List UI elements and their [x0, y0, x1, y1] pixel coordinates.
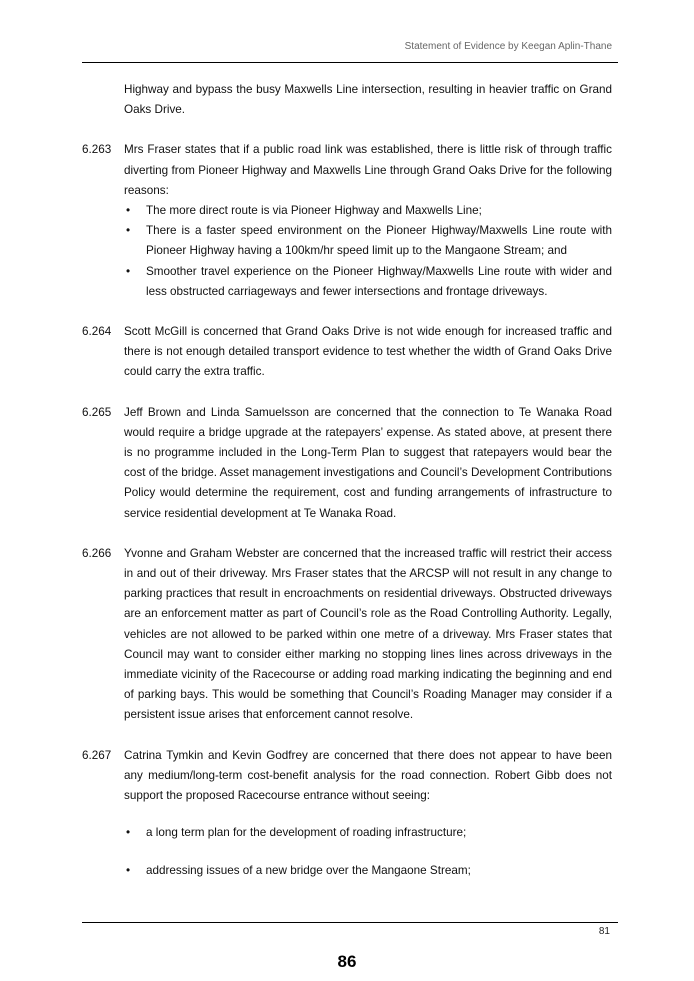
paragraph-6-267	[82, 746, 612, 881]
header-rule	[82, 62, 618, 63]
paragraph-6-264	[82, 322, 612, 383]
paragraph-6-263	[82, 140, 612, 302]
sheet-number: 86	[337, 952, 357, 971]
paragraph-6-266	[82, 544, 612, 726]
paragraph-number: 6.265	[82, 405, 112, 419]
paragraph-text: Scott McGill is concerned that Grand Oaks Drive is not wide enough for increased traffic and there is not enough detailed transport evidence to test whether the width of Grand Oaks Drive could carry the extra traffic.	[124, 325, 612, 379]
paragraph-number: 6.264	[82, 325, 112, 339]
paragraph-text: Jeff Brown and Linda Samuelsson are concerned that the connection to Te Wanaka Road would require a bridge upgrade at the ratepayers’ expense. As stated above, at present there is no programme included in the Long-Term Plan to suggest that ratepayers would bear the cost of the bridge. Asset management investigations and Council’s Development Contributions Policy would determine the requirement, cost and funding arrangements of infrastructure to service residential development at Te Wanaka Road.	[124, 405, 612, 520]
paragraph-text: Yvonne and Graham Webster are concerned that the increased traffic will restrict their access in and out of their driveway. Mrs Fraser states that the ARCSP will not result in any change to parking practices that result in encroachments on residential driveways. Obstructed driveways are an enforcement matter as part of Council’s role as the Road Controlling Authority. Legally, vehicles are not allowed to be parked within one metre of a driveway. Mrs Fraser states that Council may want to consider either marking no stopping lines lines across driveways in the immediate vicinity of the Racecourse or adding road marking indicating the beginning and end of parking bays. This would be something that Council’s Roading Manager may consider if a persistent issue arises that enforcement cannot resolve.	[124, 546, 612, 722]
bullet-list	[124, 201, 612, 302]
paragraph-number: 6.267	[82, 748, 112, 762]
paragraph-number: 6.263	[82, 143, 112, 157]
paragraph-text: Highway and bypass the busy Maxwells Line intersection, resulting in heavier traffic on Grand Oaks Drive.	[124, 83, 612, 117]
bullet-item: • There is a faster speed environment on the Pioneer Highway/Maxwells Line route with Pioneer Highway having a 100km/hr speed limit up to the Mangaone Stream; and	[124, 221, 612, 261]
bullet-item: • addressing issues of a new bridge over the Mangaone Stream;	[124, 861, 612, 881]
paragraph-6-265	[82, 403, 612, 524]
bullet-item: • The more direct route is via Pioneer Highway and Maxwells Line;	[124, 201, 612, 221]
paragraph-text: Catrina Tymkin and Kevin Godfrey are concerned that there does not appear to have been any medium/long-term cost-benefit analysis for the road connection. Robert Gibb does not support the proposed Racecourse entrance without seeing:	[124, 748, 612, 803]
continuation-paragraph	[82, 80, 612, 120]
paragraph-text: Mrs Fraser states that if a public road link was established, there is little risk of through traffic diverting from Pioneer Highway and Maxwells Line through Grand Oaks Drive for the following reasons:	[124, 143, 612, 197]
bullet-item: • Smoother travel experience on the Pioneer Highway/Maxwells Line route with wider and less obstructed carriageways and fewer intersections and frontage driveways.	[124, 262, 612, 302]
footer-rule	[82, 922, 618, 923]
running-header: Statement of Evidence by Keegan Aplin-Thane	[404, 41, 612, 52]
page-number: 81	[598, 926, 610, 937]
bullet-item: • a long term plan for the development of roading infrastructure;	[124, 823, 612, 843]
paragraph-number: 6.266	[82, 546, 112, 560]
bullet-list	[124, 823, 612, 880]
document-body	[82, 80, 612, 901]
